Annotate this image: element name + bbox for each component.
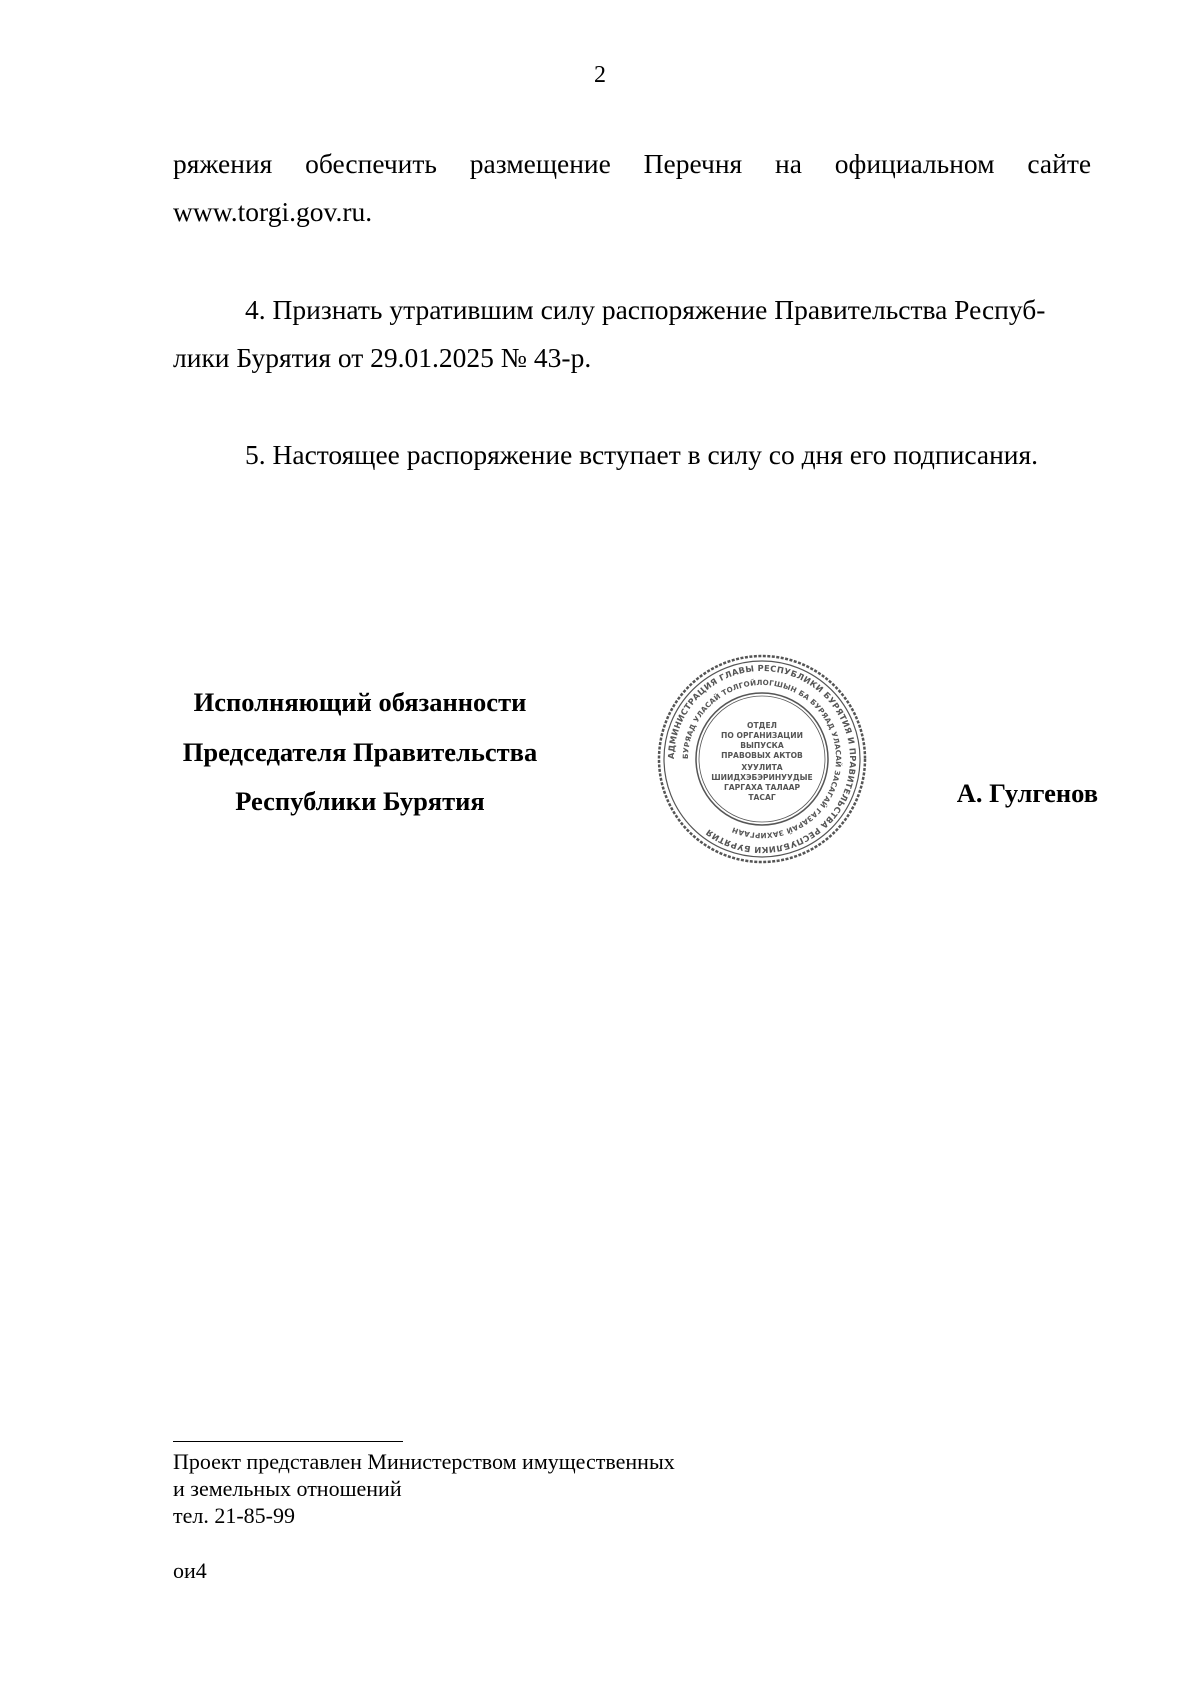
page-number: 2 [594,62,606,88]
paragraph-continued-line1 [173,140,1091,188]
paragraph-4 [173,286,1091,382]
signer-position-line2: Председателя Правительства [182,736,538,767]
seal-inner-line: ПРАВОВЫХ АКТОВ [721,751,803,760]
official-seal-stamp [655,652,869,866]
seal-ring-text-inner: БУРЯАД УЛАСАЙ ТОЛГОЙЛОГШЫН БА БУРЯАД УЛАСАЙ ЗАСАГАЙ ГАЗАРАЙ ЗАХИРГААН [680,677,844,841]
footnote-line1: Проект представлен Министерством имущественных [173,1449,675,1474]
seal-inner-line: ВЫПУСКА [740,741,784,750]
seal-inner-line: ТАСАГ [748,793,776,802]
paragraph-5 [173,431,1091,479]
seal-inner-line: ПО ОРГАНИЗАЦИИ [721,731,803,740]
signer-position-line3: Республики Бурятия [235,786,485,816]
paragraph-continued [173,140,1091,236]
paragraph-4-line2: лики Бурятия от 29.01.2025 № 43-р. [173,342,592,373]
word: сайте [1027,148,1092,179]
paragraph-5-text: 5. Настоящее распоряжение вступает в силу со дня его подписания. [245,439,1039,470]
seal-inner-line: ХУУЛИТА [741,763,783,772]
word: Перечня [643,148,743,179]
signer-name: А. Гулгенов [956,778,1098,808]
seal-inner-line: ГАРГАХА ТАЛААР [723,783,801,792]
footnote-phone: тел. 21-85-99 [173,1503,296,1528]
word: ряжения [173,148,273,179]
word: официальном [834,148,995,179]
seal-graphic [655,652,869,866]
website-link-text: www.torgi.gov.ru. [173,196,373,227]
footnote-divider [173,1441,403,1442]
signer-position [160,678,560,827]
document-code: ои4 [173,1558,207,1583]
word: размещение [469,148,611,179]
signer-position-line1: Исполняющий обязанности [193,687,527,717]
seal-inner-line: ОТДЕЛ [747,721,777,730]
word: на [775,148,802,179]
paragraph-4-line1: 4. Признать утратившим силу распоряжение Правительства Респуб- [245,294,1046,325]
seal-inner-line: ШИИДХЭБЭРИНУУДЫЕ [711,773,813,782]
seal-ring-text-outer: АДМИНИСТРАЦИЯ ГЛАВЫ РЕСПУБЛИКИ БУРЯТИЯ И ПРАВИТЕЛЬСТВА РЕСПУБЛИКИ БУРЯТИЯ [665,662,859,856]
word: обеспечить [305,148,437,179]
footnote-line2: и земельных отношений [173,1476,402,1501]
footnote [173,1448,675,1529]
